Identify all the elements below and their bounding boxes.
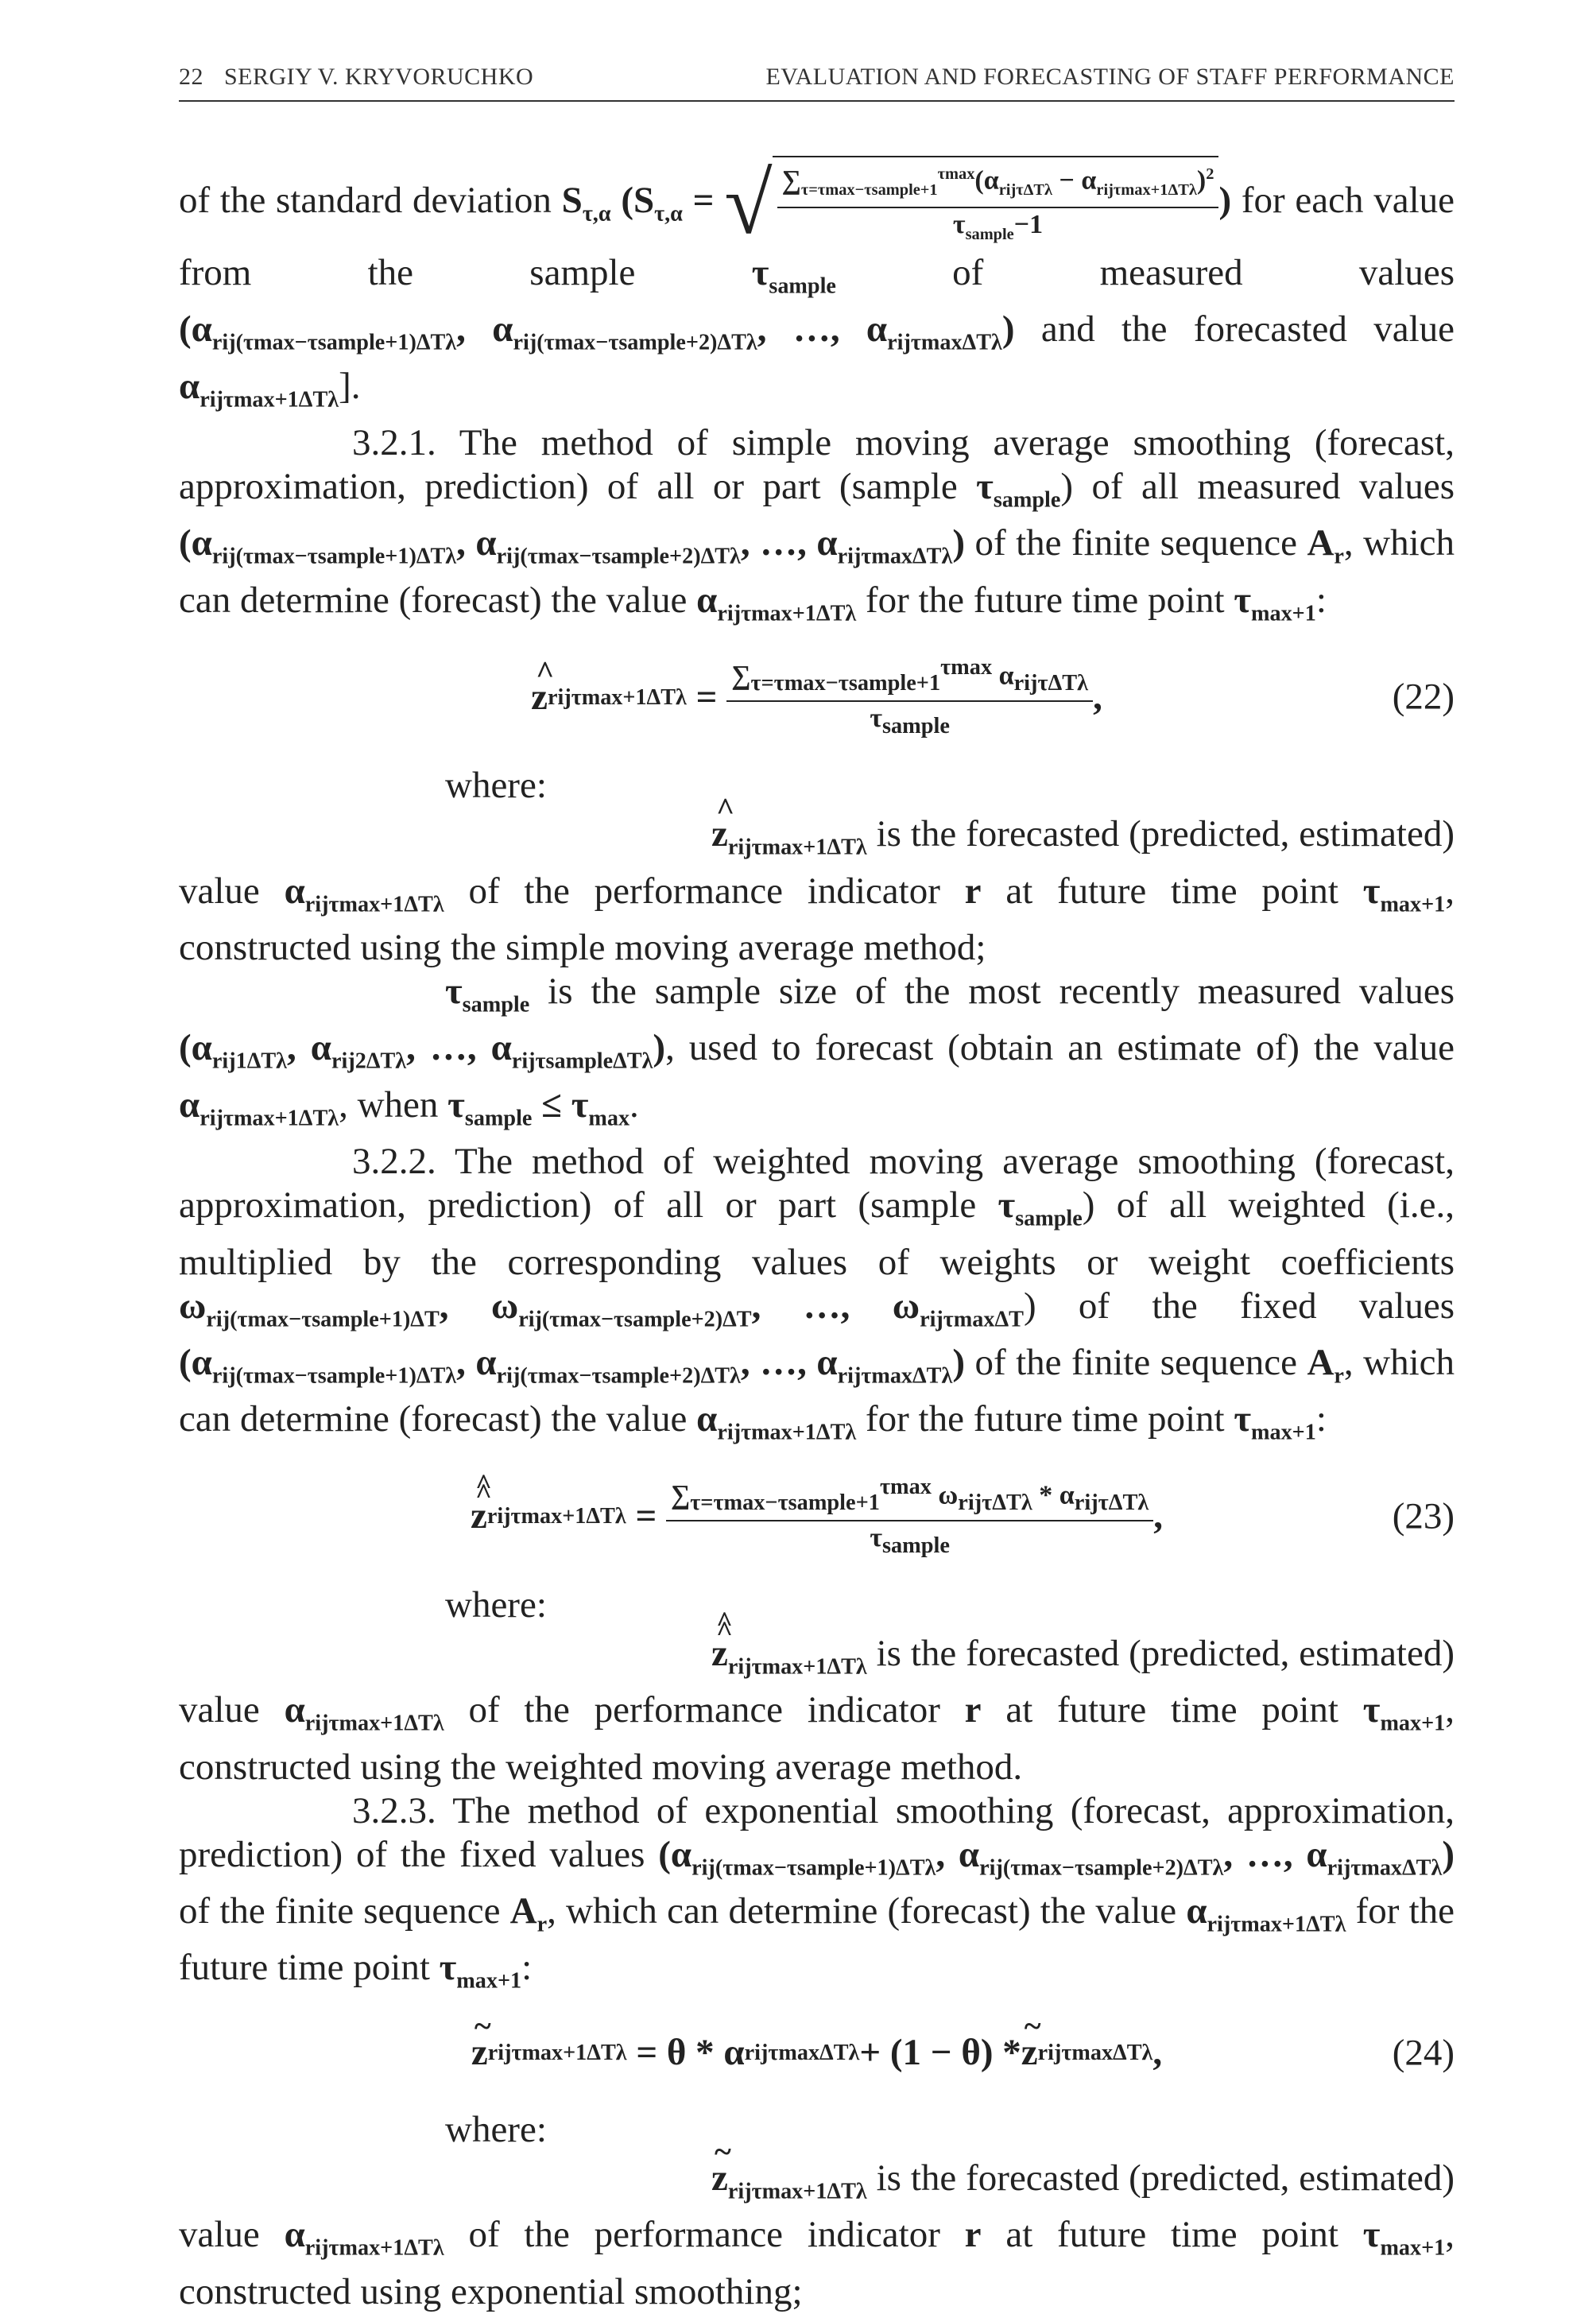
paragraph-3-2-3: 3.2.3. The method of exponential smoothing (forecast, approximation, prediction) of the fixed values ($\alpha_{rij(\tau max-\tau sample+1)\Delta T\lambda}$, $\alpha_{rij(\tau max-\tau sample+2)\Delta T\lambda}$, …, $\alpha_{rij\tau max\Delta T\lambda}$) of the finite sequence $A_r$, which can determine (forecast) the value $\alpha_{rij\tau max+1\Delta T\lambda}$ for the future time point $\tau_{max+1}$:	[179, 1789, 1455, 1994]
definition-tau-sample: $\tau_{sample}$ is the sample size of the most recently measured values ($\alpha_{rij1\Delta T\lambda}$, $\alpha_{rij2\Delta T\lambda}$, …, $\alpha_{rij\tau sample\Delta T\lambda}$), used to forecast (obtain an estimate of) the value $\alpha_{rij\tau max+1\Delta T\lambda}$, when $\tau_{sample} \le \tau_{max}$.	[179, 971, 1455, 1131]
paragraph-3-2-2: 3.2.2. The method of weighted moving average smoothing (forecast, approximation, prediction) of all or part (sample $\tau_{sample}$) of all weighted (i.e., multiplied by the corresponding values of weights or weight coefficients $\omega_{rij(\tau max-\tau sample+1)\Delta T}$, $\omega_{rij(\tau max-\tau sample+2)\Delta T}$, …, $\omega_{rij\tau max\Delta T}$) of the fixed values ($\alpha_{rij(\tau max-\tau sample+1)\Delta T\lambda}$, $\alpha_{rij(\tau max-\tau sample+2)\Delta T\lambda}$, …, $\alpha_{rij\tau max\Delta T\lambda}$) of the finite sequence $A_r$, which can determine (forecast) the value $\alpha_{rij\tau max+1\Delta T\lambda}$ for the future time point $\tau_{max+1}$:	[179, 1141, 1455, 1445]
equation-23: ^ z ^ rijτmax+1ΔTλ = $\frac{\sum_{\tau=\tau max-\tau sample+1}^{\tau max} \omega_{rij\tau\Delta T\lambda} * \alpha_{rij\tau\Delta T\lambda}}{\tau_{sample}}$ , (23)	[179, 1469, 1455, 1564]
equation-22: ^ z rijτmax+1ΔTλ = $\frac{\sum_{\tau=\tau max-\tau sample+1}^{\tau max} \alpha_{rij\tau\Delta T\lambda}}{\tau_{sample}}$ , (22)	[179, 649, 1455, 745]
header-author: SERGIY V. KRYVORUCHKO	[224, 64, 534, 90]
page-number: 22	[179, 64, 203, 90]
equation-number-22: (22)	[1392, 676, 1455, 718]
equation-24: ~ z rijτmax+1ΔTλ = θ * α rijτmaxΔTλ + (1 − θ) * ~ z rijτmaxΔTλ , (24)	[179, 2017, 1455, 2089]
where-label: where:	[445, 1583, 547, 1626]
paragraph-3-2-1: 3.2.1. The method of simple moving average smoothing (forecast, approximation, prediction) of all or part (sample $\tau_{sample}$) of all measured values ($\alpha_{rij(\tau max-\tau sample+1)\Delta T\lambda}$, $\alpha_{rij(\tau max-\tau sample+2)\Delta T\lambda}$, …, $\alpha_{rij\tau max\Delta T\lambda}$) of the finite sequence $A_r$, which can determine (forecast) the value $\alpha_{rij\tau max+1\Delta T\lambda}$ for the future time point $\tau_{max+1}$:	[179, 422, 1455, 626]
running-header	[179, 64, 1455, 102]
equation-number-23: (23)	[1392, 1495, 1455, 1537]
body-text	[179, 156, 1455, 2314]
paragraph-intro: of the standard deviation $S_{\tau,\alpha}$ ($S_{\tau,\alpha}$ = √ $\frac{\sum_{\tau=\tau max-\tau sample+1}^{\tau max}(\alpha_{rij\tau\Delta T\lambda} - \alpha_{rij\tau max+1\Delta T\lambda})^2}{\tau_{sample}-1}$ ) for each value from the sample $\tau_{sample}$ of measured values ($\alpha_{rij(\tau max-\tau sample+1)\Delta T\lambda}$, $\alpha_{rij(\tau max-\tau sample+2)\Delta T\lambda}$, …, $\alpha_{rij\tau max\Delta T\lambda}$) and the forecasted value $\alpha_{rij\tau max+1\Delta T\lambda}$].	[179, 154, 1455, 413]
equation-number-24: (24)	[1392, 2032, 1455, 2074]
definition-z-double-hat: ^ z $\^{}_{rij\tau max+1\Delta T\lambda}$ is the forecasted (predicted, estimated) value $\alpha_{rij\tau max+1\Delta T\lambda}$ of the performance indicator r at future time point $\tau_{max+1}$, constructed using the weighted moving average method.	[179, 1632, 1455, 1789]
where-label: where:	[445, 2108, 547, 2150]
document-page	[179, 64, 1455, 2314]
definition-z-tilde: ~ $z_{rij\tau max+1\Delta T\lambda}$ is the forecasted (predicted, estimated) value $\alpha_{rij\tau max+1\Delta T\lambda}$ of the performance indicator r at future time point $\tau_{max+1}$, constructed using exponential smoothing;	[179, 2157, 1455, 2314]
definition-z-hat: ^ $z_{rij\tau max+1\Delta T\lambda}$ is the forecasted (predicted, estimated) value $\alpha_{rij\tau max+1\Delta T\lambda}$ of the performance indicator r at future time point $\tau_{max+1}$, constructed using the simple moving average method;	[179, 812, 1455, 970]
where-label: where:	[445, 765, 547, 807]
header-title: EVALUATION AND FORECASTING OF STAFF PERFORMANCE	[765, 64, 1455, 90]
formula-std-dev: $S_{\tau,\alpha}$ ($S_{\tau,\alpha}$ = √ $\frac{\sum_{\tau=\tau max-\tau sample+1}^{\tau max}(\alpha_{rij\tau\Delta T\lambda} - \alpha_{rij\tau max+1\Delta T\lambda})^2}{\tau_{sample}-1}$ )	[561, 154, 1232, 252]
